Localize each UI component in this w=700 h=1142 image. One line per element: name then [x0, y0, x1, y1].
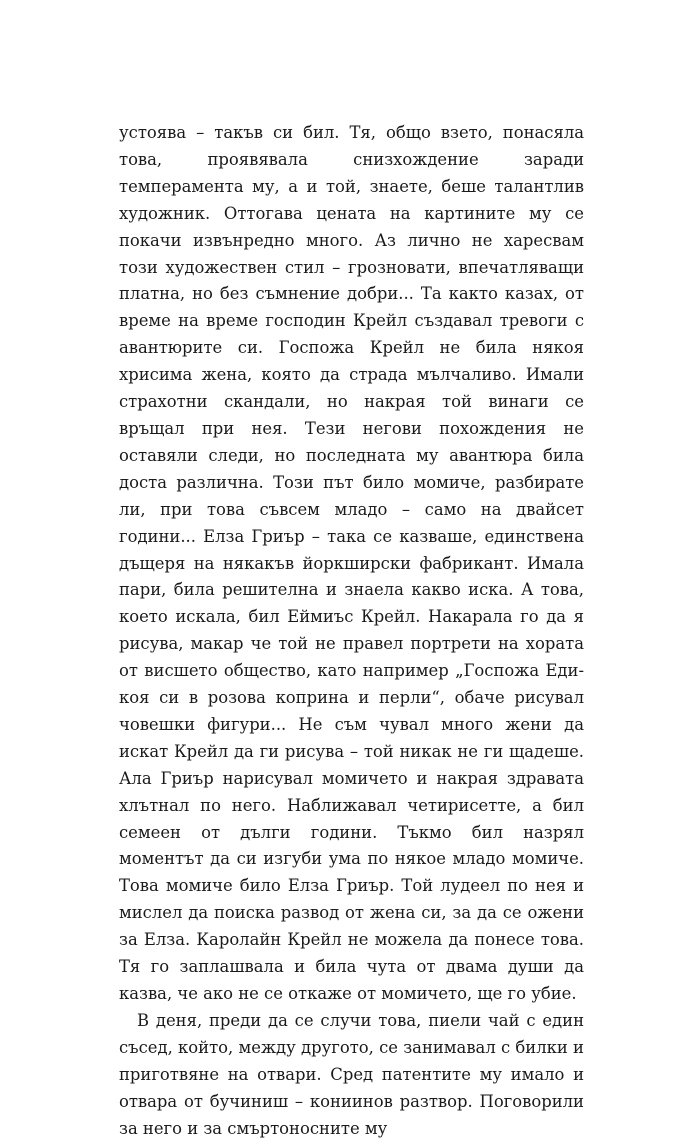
paragraph-2: В деня, преди да се случи това, пиели чай с един съсед, който, между другото, се занимавал с билки и приготвяне на отвари. Сред патентите му имало и отвара от бучиниш – кониинов разтвор. Поговорили за него и за смъртоносните му — [119, 1010, 584, 1138]
body-text — [119, 120, 584, 1142]
paragraph-1: устоява – такъв си бил. Тя, общо взето, понасяла това, проявявала снизхождение заради темперамента му, а и той, знаете, беше талантлив художник. Оттогава цената на картините му се покачи извънредно много. Аз лично не харесвам този художествен стил – грозновати, впечатляващи платна, но без съмнение добри... Та както казах, от време на време господин Крейл създавал тревоги с авантюрите си. Госпожа Крейл не била някоя хрисима жена, която да страда мълчаливо. Имали страхотни скандали, но накрая той винаги се връщал при нея. Тези негови похождения не оставяли следи, но последната му авантюра била доста различна. Този път било момиче, разбирате ли, при това съвсем младо – само на двайсет години... Елза Гриър – така се казваше, единствена дъщеря на някакъв йоркширски фабрикант. Имала пари, била решителна и знаела какво иска. А това, което искала, бил Еймиъс Крейл. Накарала го да я рисува, макар че той не правел портрети на хората от висшето общество, като например „Госпожа Еди-коя си в розова коприна и перли“, обаче рисувал човешки фигури... Не съм чувал много жени да искат Крейл да ги рисува – той никак не ги щадеше. Ала Гриър нарисувал момичето и накрая здравата хлътнал по него. Наближавал четирисетте, а бил семеен от дълги години. Тъкмо бил назрял моментът да си изгуби ума по някое младо момиче. Това момиче било Елза Гриър. Той лудеел по нея и мислел да поиска развод от жена си, за да се ожени за Елза. Каролайн Крейл не можела да понесе това. Тя го заплашвала и била чута от двама души да казва, че ако не се откаже от момичето, ще го убие. — [119, 123, 584, 1003]
